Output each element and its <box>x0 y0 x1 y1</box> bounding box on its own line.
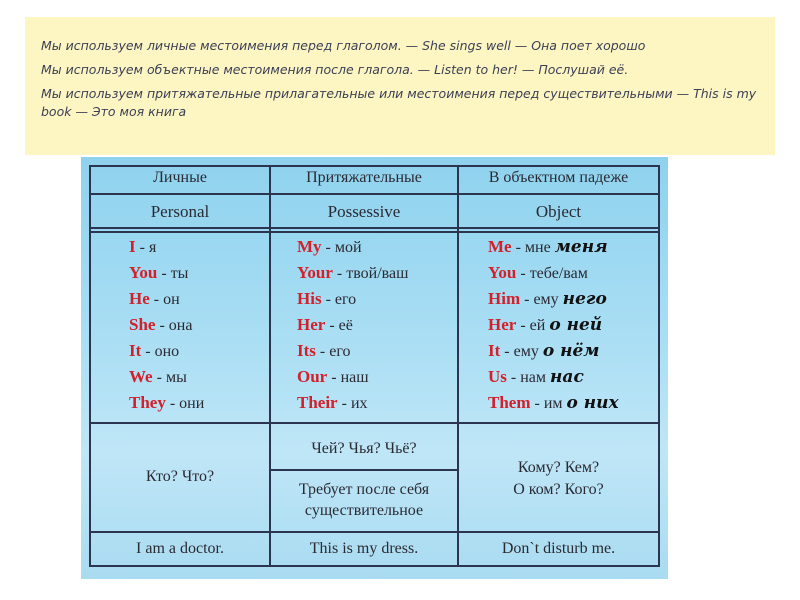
possessive-row: Your - твой/ваш <box>297 263 409 282</box>
handwritten-note: о них <box>566 393 619 413</box>
possessive-rule <box>271 479 457 521</box>
personal-row: He - он <box>129 289 180 308</box>
handwritten-note: нас <box>550 367 584 387</box>
question-possessive: Чей? Чья? Чьё? <box>311 440 417 457</box>
handwritten-note: о нём <box>542 341 600 361</box>
object-row: It - ему о нём <box>488 341 600 361</box>
example-personal: I am a doctor. <box>136 540 224 557</box>
possessive-row: My - мой <box>297 237 362 256</box>
question-object <box>459 457 658 501</box>
possessive-row: Its - его <box>297 341 351 360</box>
possessive-rule-line-2: существительное <box>304 502 424 519</box>
handwritten-note: о ней <box>549 315 603 335</box>
handwritten-note: него <box>562 289 607 309</box>
object-row: You - тебе/вам <box>488 263 588 282</box>
info-note <box>25 17 775 155</box>
possessive-rule-line-1: Требует после себя <box>298 481 430 498</box>
header-personal-en: Personal <box>150 202 210 221</box>
handwritten-note: меня <box>554 237 608 257</box>
note-line-1: Мы используем личные местоимения перед глаголом. — She sings well — Она поет хорошо <box>41 38 646 53</box>
question-personal: Кто? Что? <box>145 468 215 485</box>
note-line-2: Мы используем объектные местоимения после глагола. — Listen to her! — Послушай её. <box>41 62 629 77</box>
personal-row: It - оно <box>129 341 180 360</box>
possessive-row: Her - её <box>297 315 353 334</box>
question-object-line-1: Кому? Кем? <box>517 459 600 476</box>
header-personal-ru: Личные <box>153 169 207 186</box>
header-object-ru: В объектном падеже <box>488 169 629 186</box>
note-line-3: Мы используем притяжательные прилагательные или местоимения перед существительными — This is my book — Это моя книга <box>41 86 757 119</box>
personal-row: We - мы <box>129 367 187 386</box>
object-row: Him - ему него <box>488 289 607 309</box>
possessive-row: His - его <box>297 289 357 308</box>
personal-row: You - ты <box>129 263 189 282</box>
pronoun-table-image <box>81 157 668 579</box>
personal-row: She - она <box>129 315 193 334</box>
object-row: Me - мне меня <box>488 237 608 257</box>
question-object-line-2: О ком? Кого? <box>513 481 604 498</box>
header-possessive-en: Possessive <box>327 202 401 221</box>
example-object: Don`t disturb me. <box>501 540 616 557</box>
object-row: Us - нам нас <box>488 367 584 387</box>
header-possessive-ru: Притяжательные <box>306 169 422 186</box>
header-object-en: Object <box>535 202 582 221</box>
example-possessive: This is my dress. <box>309 540 419 557</box>
object-row: Them - им о них <box>488 393 619 413</box>
personal-row: I - я <box>129 237 157 256</box>
possessive-row: Our - наш <box>297 367 369 386</box>
object-row: Her - ей о ней <box>488 315 603 335</box>
personal-row: They - они <box>129 393 205 412</box>
possessive-row: Their - их <box>297 393 368 412</box>
